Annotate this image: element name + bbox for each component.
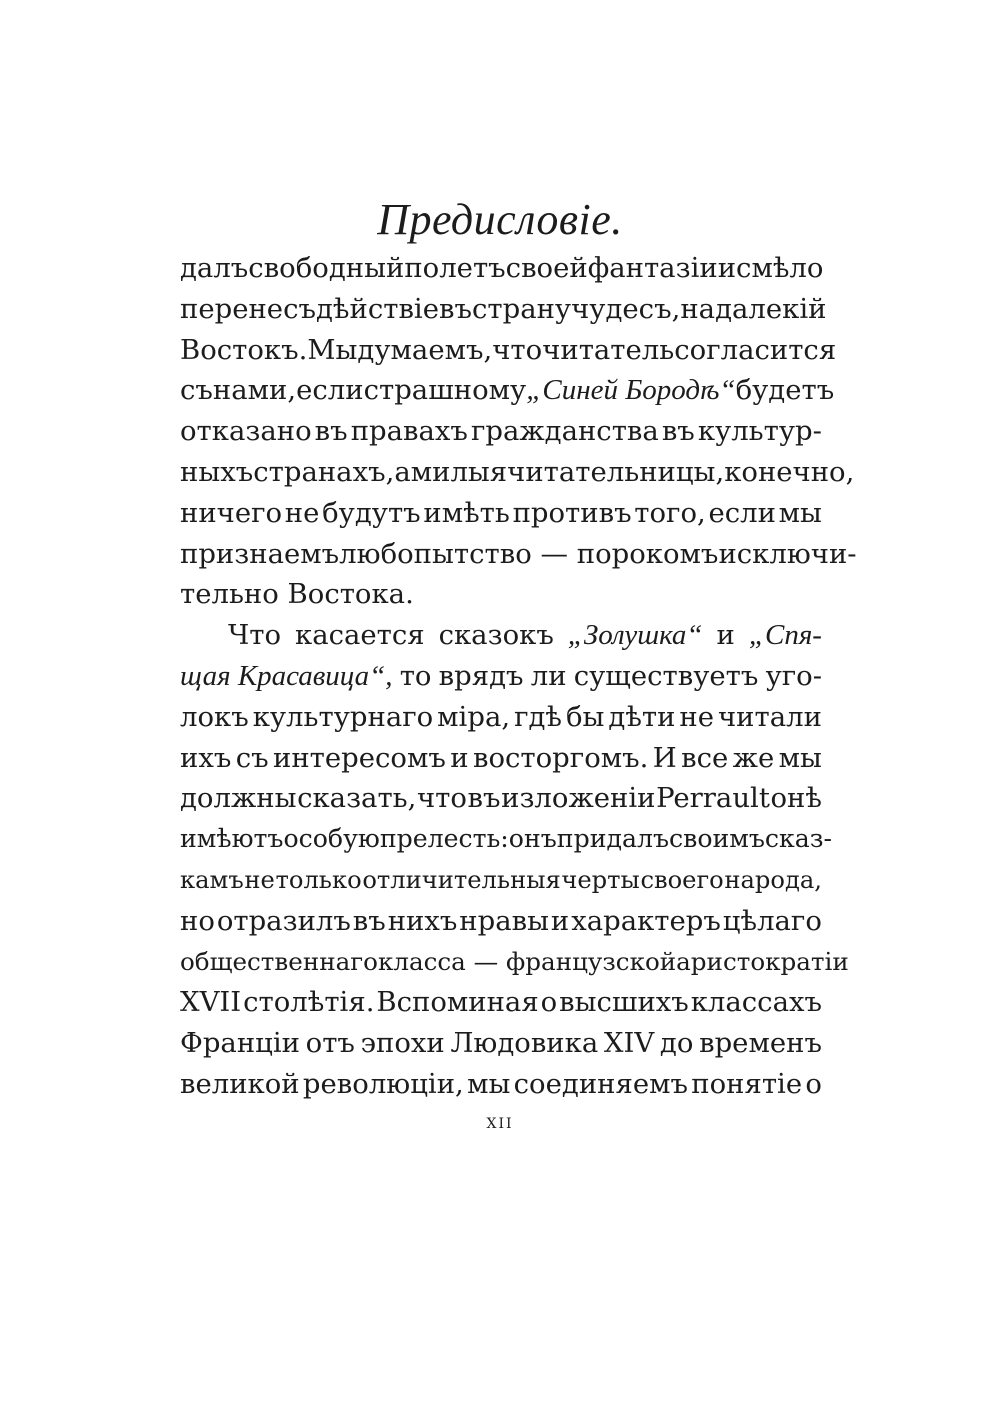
text-line: имѣютъ особую прелесть: онъ придалъ своимъ сказ-	[180, 824, 833, 854]
text-line: камъ не только отличительныя черты своего народа,	[180, 865, 822, 894]
text-line: Что касается сказокъ „Золушка“ и „Спя-	[228, 619, 822, 652]
text-line: Востокъ. Мы думаемъ, что читатель согласится	[180, 333, 837, 366]
text-line: щая Красавица“, то врядъ ли существуетъ уго-	[180, 659, 822, 692]
text-line: локъ культурнаго міра, гдѣ бы дѣти не читали	[180, 700, 822, 733]
page-number: XII	[486, 1116, 514, 1132]
text-line: но отразилъ въ нихъ нравы и характеръ цѣлаго	[180, 904, 822, 937]
text-line: тельно Востока.	[180, 578, 414, 611]
body-text	[180, 248, 857, 1105]
text-line: XVII столѣтія. Вспоминая о высшихъ классахъ	[180, 986, 822, 1019]
text-line: перенесъ дѣйствіе въ страну чудесъ, на далекій	[180, 292, 827, 325]
text-line: отказано въ правахъ гражданства въ культур-	[180, 415, 822, 448]
text-line: ныхъ странахъ, а милыя читательницы, конечно,	[180, 455, 855, 488]
chapter-heading: Предисловіе.	[377, 195, 623, 244]
text-line: признаемъ любопытство — порокомъ исключи-	[180, 537, 857, 570]
text-line: общественнаго класса — французской аристократіи	[180, 946, 849, 976]
text-line: съ нами, если страшному „Синей Бородѣ“ будетъ	[180, 374, 835, 407]
text-line: ихъ съ интересомъ и восторгомъ. И все же мы	[180, 741, 822, 774]
text-line: великой революціи, мы соединяемъ понятіе о	[180, 1067, 822, 1100]
text-line: далъ свободный полетъ своей фантазіи и смѣло	[180, 252, 824, 284]
text-line: ничего не будутъ имѣть противъ того, если мы	[180, 496, 822, 529]
text-line: должны сказать, что въ изложеніи Perrault онѣ	[180, 782, 822, 815]
text-line: Франціи отъ эпохи Людовика XIV до временъ	[180, 1027, 822, 1060]
